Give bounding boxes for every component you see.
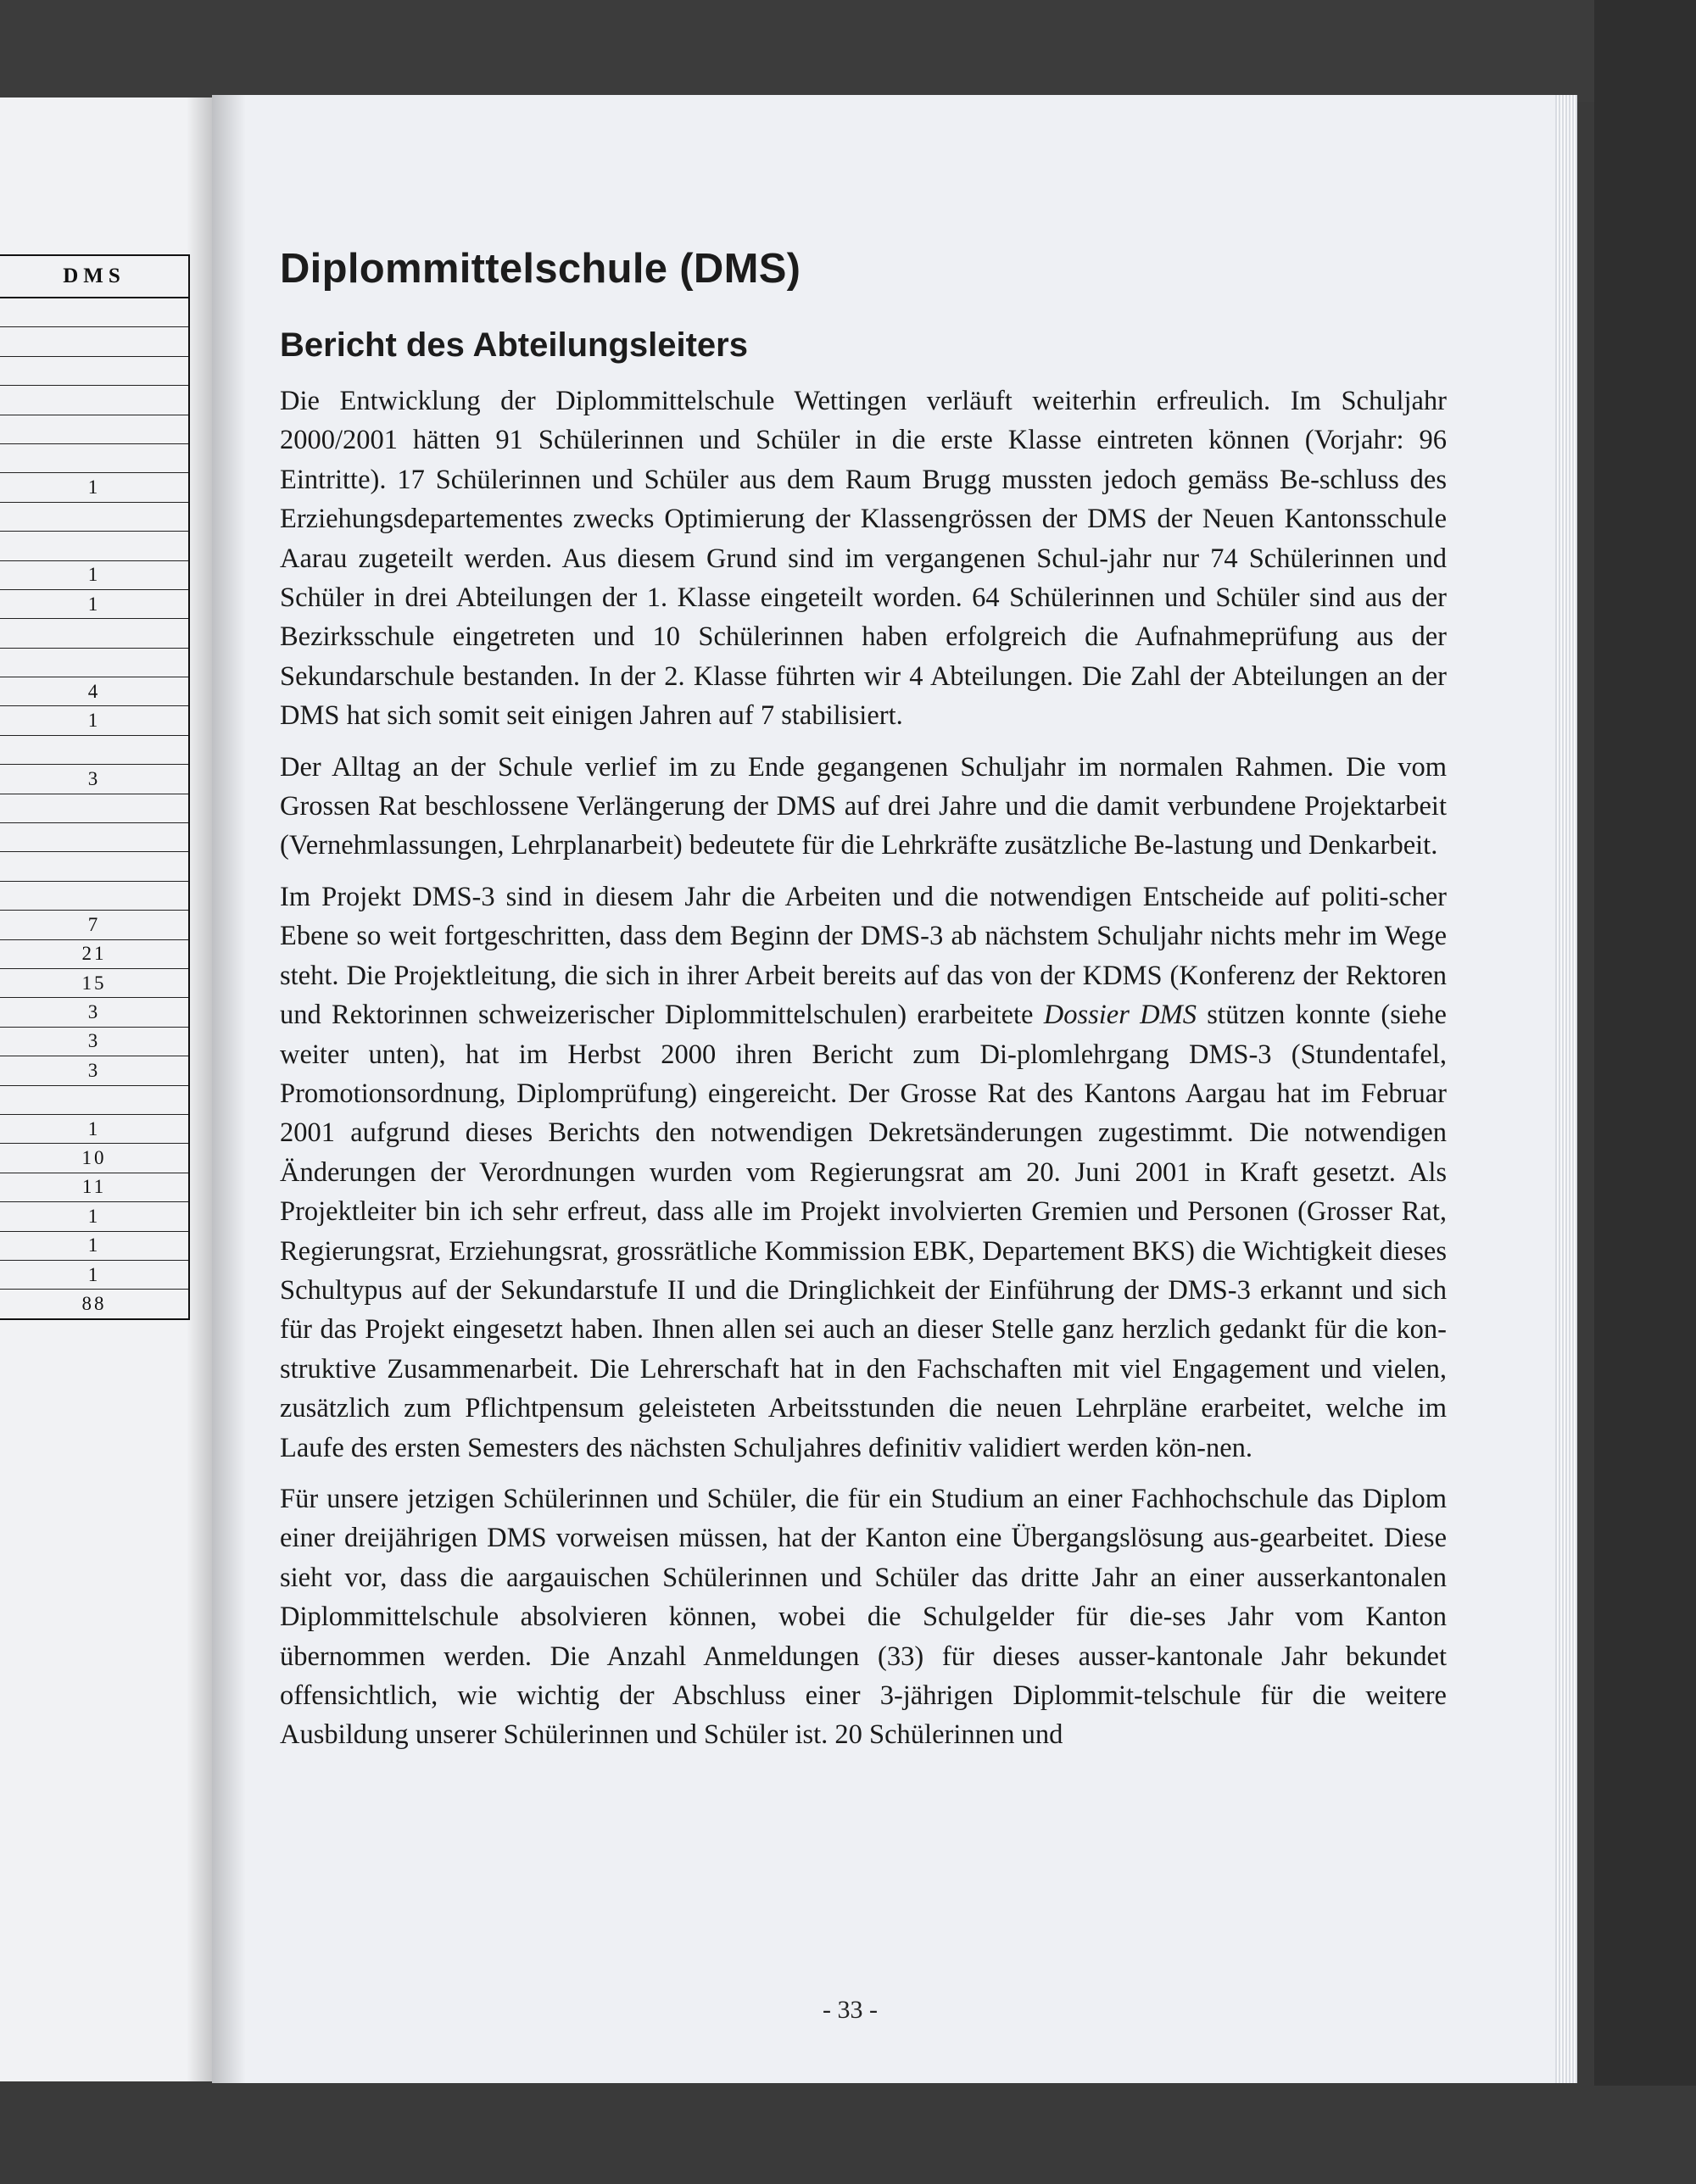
dms-table-row: 1 (0, 561, 188, 590)
dms-table-row: 88 (81, 1292, 107, 1314)
dms-table-body (0, 298, 188, 1318)
paragraph-3-part-1: Im Projekt DMS-3 sind in diesem Jahr die Arbeiten und die notwendigen Entscheide auf politi-scher Ebene so weit fortgeschritten, dass dem Beginn der DMS-3 ab nächstem Schuljahr nichts mehr im Wege steht. Die Projektleitung, die sich in ihrer Arbeit bereits auf das von der KDMS (Konferenz der Rektoren und Rektorinnen schweizerischer Diplommittelschulen) erarbeitete (280, 881, 1447, 1031)
paragraph-4: Für unsere jetzigen Schülerinnen und Schüler, die für ein Studium an einer Fachhochschule das Diplom einer dreijährigen DMS vorweisen müssen, hat der Kanton eine Übergangslösung aus-gearbeitet. Diese sieht vor, dass die aargauischen Schülerinnen und Schüler das dritte Jahr an einer ausserkantonalen Diplommittelschule absolvieren können, wobei die Schulgelder für die-ses Jahr vom Kanton übernommen werden. Die Anzahl Anmeldungen (33) für dieses ausser-kantonale Jahr bekundet offensichtlich, wie wichtig der Abschluss einer 3-jährigen Diplommit-telschule für die weitere Ausbildung unserer Schülerinnen und Schüler ist. 20 Schülerinnen und (280, 1483, 1447, 1751)
dms-table-row: 11 (0, 1173, 188, 1202)
page-gutter-shadow (212, 95, 246, 2083)
dms-table-row: 1 (0, 590, 188, 619)
dms-table-row: 7 (0, 911, 188, 939)
paragraph-3-italic: Dossier DMS (1043, 1000, 1197, 1031)
dms-table-header: DMS (0, 256, 188, 298)
paragraph-2: Der Alltag an der Schule verlief im zu Ende gegangenen Schuljahr im normalen Rahmen. Die vom Grossen Rat beschlossene Verlängerung der DMS auf drei Jahre und die damit verbundene Projektarbeit (Vernehmlassungen, Lehrplanarbeit) bedeutete für die Lehrkräfte zusätzliche Be-lastung und Denkarbeit. (280, 751, 1447, 861)
dms-table-row: 3 (0, 998, 188, 1027)
page-number: - 33 - (823, 1996, 878, 2024)
dms-table-row (0, 532, 188, 560)
dms-table-row: 1 (0, 473, 188, 502)
dms-table-row: 21 (0, 940, 188, 969)
paragraph-1: Die Entwicklung der Diplommittelschule Wettingen verläuft weiterhin erfreulich. Im Schuljahr 2000/2001 hätten 91 Schülerinnen und Schüler in die erste Klasse eintreten können (Vorjahr: 96 Eintritte). 17 Schülerinnen und Schüler aus dem Raum Brugg mussten jedoch gemäss Be-schluss des Erziehungsdepartementes zwecks Optimierung der Klassengrössen der DMS der Neuen Kantonsschule Aarau zugeteilt werden. Aus diesem Grund sind im vergangenen Schul-jahr nur 74 Schülerinnen und Schüler in drei Abteilungen der 1. Klasse eingeteilt worden. 64 Schülerinnen und Schüler sind aus der Bezirksschule eingetreten und 10 Schülerinnen haben erfolgreich die Aufnahmeprüfung aus der Sekundarschule bestanden. In der 2. Klasse führten wir 4 Abteilungen. Die Zahl der Abteilungen an der DMS hat sich somit seit einigen Jahren auf 7 stabilisiert. (280, 386, 1447, 732)
dms-table-row: 1 (0, 706, 188, 735)
dms-table-row: 10 (0, 1144, 188, 1173)
dms-table-row (0, 794, 188, 823)
scan-background-top (0, 0, 1696, 102)
dms-table-row: 3 (0, 1028, 188, 1056)
dms-table-row (0, 327, 188, 356)
dms-table-row (0, 619, 188, 648)
dms-table-row: 4 (0, 677, 188, 706)
paragraph-3-part-2: stützen konnte (siehe weiter unten), hat im Herbst 2000 ihren Bericht zum Di-plomlehrgang DMS-3 (Stundentafel, Promotionsordnung, Diplomprüfung) eingereicht. Der Grosse Rat des Kantons Aargau hat im Februar 2001 aufgrund dieses Berichts den notwendigen Dekretsänderungen zugestimmt. Die notwendigen Änderungen der Verordnungen wurden vom Regierungsrat am 20. Juni 2001 in Kraft gesetzt. Als Projektleiter bin ich sehr erfreut, dass alle im Projekt involvierten Gremien und Personen (Grosser Rat, Regierungsrat, Erziehungsrat, grossrätliche Kommission EBK, Departement BKS) die Wichtigkeit dieses Schultypus auf der Sekundarstufe II und die Dringlichkeit der Einführung der DMS-3 erkannt und sich für das Projekt eingesetzt haben. Ihnen allen sei auch an dieser Stelle ganz herzlich gedankt für die kon-struktive Zusammenarbeit. Die Lehrerschaft hat in den Fachschaften mit viel Engagement und vielen, zusätzlich zum Pflichtpensum geleisteten Arbeitsstunden die neuen Lehrpläne erarbeitet, welche im Laufe des ersten Semesters des nächsten Schuljahres definitiv validiert werden kön-nen. (280, 1000, 1447, 1463)
dms-table-row (0, 503, 188, 532)
dms-table-row (0, 357, 188, 386)
page-title: Diplommittelschule (DMS) (280, 246, 801, 292)
dms-table-row: 3 (0, 765, 188, 794)
dms-table-row: 1 (0, 1261, 188, 1290)
dms-table (0, 254, 190, 1320)
page-edge-stack (1555, 95, 1577, 2083)
dms-table-row: 3 (0, 1056, 188, 1085)
dms-table-row (0, 736, 188, 765)
paragraph-3 (280, 878, 1447, 1468)
page-fold-shadow (187, 98, 212, 2081)
dms-table-row (0, 649, 188, 677)
dms-table-row (0, 415, 188, 444)
scan-background-right (1594, 0, 1696, 2184)
dms-table-row (0, 882, 188, 911)
dms-table-row: 1 (0, 1232, 188, 1261)
page-content (280, 243, 1447, 1755)
dms-table-row: 1 (0, 1202, 188, 1231)
dms-table-row (0, 386, 188, 415)
dms-table-row (0, 823, 188, 852)
dms-table-row (0, 298, 188, 327)
dms-table-row (0, 444, 188, 473)
section-heading: Bericht des Abteilungsleiters (280, 326, 748, 364)
main-page (212, 95, 1577, 2083)
dms-table-row: 15 (0, 969, 188, 998)
left-page (0, 98, 212, 2081)
dms-table-row (0, 852, 188, 881)
dms-table-row (0, 1086, 188, 1115)
scan-background-bottom (0, 2086, 1696, 2184)
dms-table-row: 1 (0, 1115, 188, 1144)
